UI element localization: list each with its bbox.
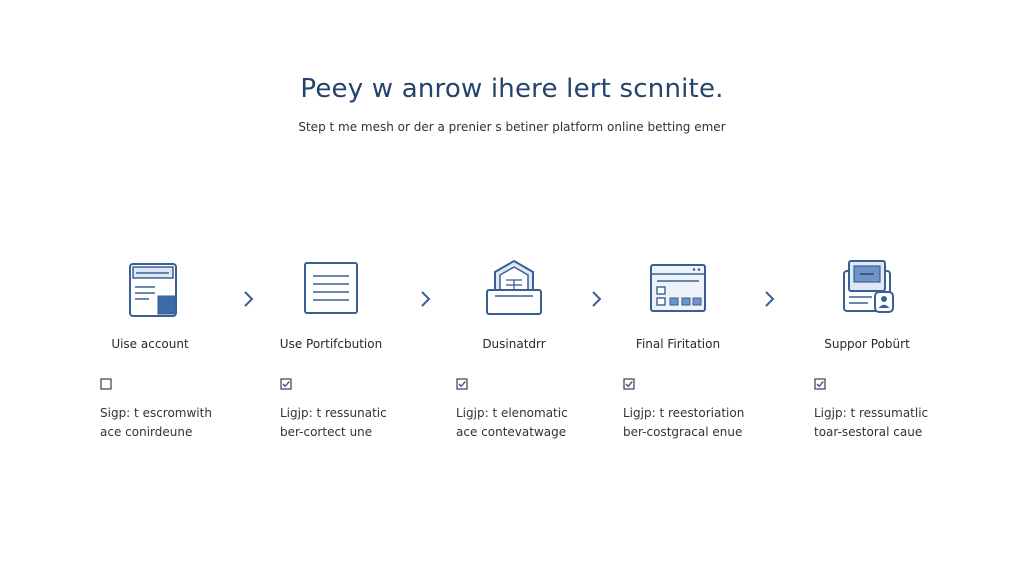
checkbox-checked-icon[interactable] bbox=[280, 378, 292, 390]
step-description-line: Ligjp: t ressunatic bbox=[280, 406, 387, 420]
step-3 bbox=[424, 0, 604, 585]
step-4 bbox=[588, 0, 768, 585]
account-form-icon bbox=[115, 254, 185, 324]
chevron-right-icon bbox=[763, 289, 777, 309]
step-description bbox=[280, 404, 387, 442]
support-profile-icon bbox=[832, 254, 902, 324]
step-title: Final Firitation bbox=[635, 337, 721, 351]
browser-grid-icon bbox=[643, 254, 713, 324]
checkbox-checked-icon[interactable] bbox=[814, 378, 826, 390]
page-subtitle: Step t me mesh or der a prenier s betiner platform online betting emer bbox=[298, 120, 726, 134]
step-description-line: ber-cortect une bbox=[280, 425, 373, 439]
step-description-line: Ligjp: t elenomatic bbox=[456, 406, 568, 420]
step-title: Dusinatdrr bbox=[482, 337, 546, 351]
checkbox-checked-icon[interactable] bbox=[456, 378, 468, 390]
checkbox-checked-icon[interactable] bbox=[623, 378, 635, 390]
step-description-line: ace conirdeune bbox=[100, 425, 193, 439]
building-box-icon bbox=[479, 254, 549, 324]
step-title: Use Portifcbution bbox=[279, 337, 383, 351]
step-description-line: Ligjp: t reestoriation bbox=[623, 406, 745, 420]
step-description-line: Ligjp: t ressumatlic bbox=[814, 406, 929, 420]
step-description-line: toar-sestoral caue bbox=[814, 425, 923, 439]
step-description bbox=[456, 404, 568, 442]
step-description-line: Sigp: t escromwith bbox=[100, 406, 212, 420]
step-description bbox=[100, 404, 212, 442]
step-description bbox=[814, 404, 928, 442]
step-description-line: ber-costgracal enue bbox=[623, 425, 743, 439]
step-1 bbox=[60, 0, 240, 585]
step-title: Uise account bbox=[111, 337, 189, 351]
step-5 bbox=[777, 0, 957, 585]
step-title: Suppor Pobürt bbox=[824, 337, 910, 351]
step-description-line: ace contevatwage bbox=[456, 425, 567, 439]
step-description bbox=[623, 404, 744, 442]
document-list-icon bbox=[296, 254, 366, 324]
page-title: Peey w anrow ihere lert scnnite. bbox=[300, 74, 724, 104]
step-2 bbox=[241, 0, 421, 585]
checkbox-empty-icon[interactable] bbox=[100, 378, 112, 390]
